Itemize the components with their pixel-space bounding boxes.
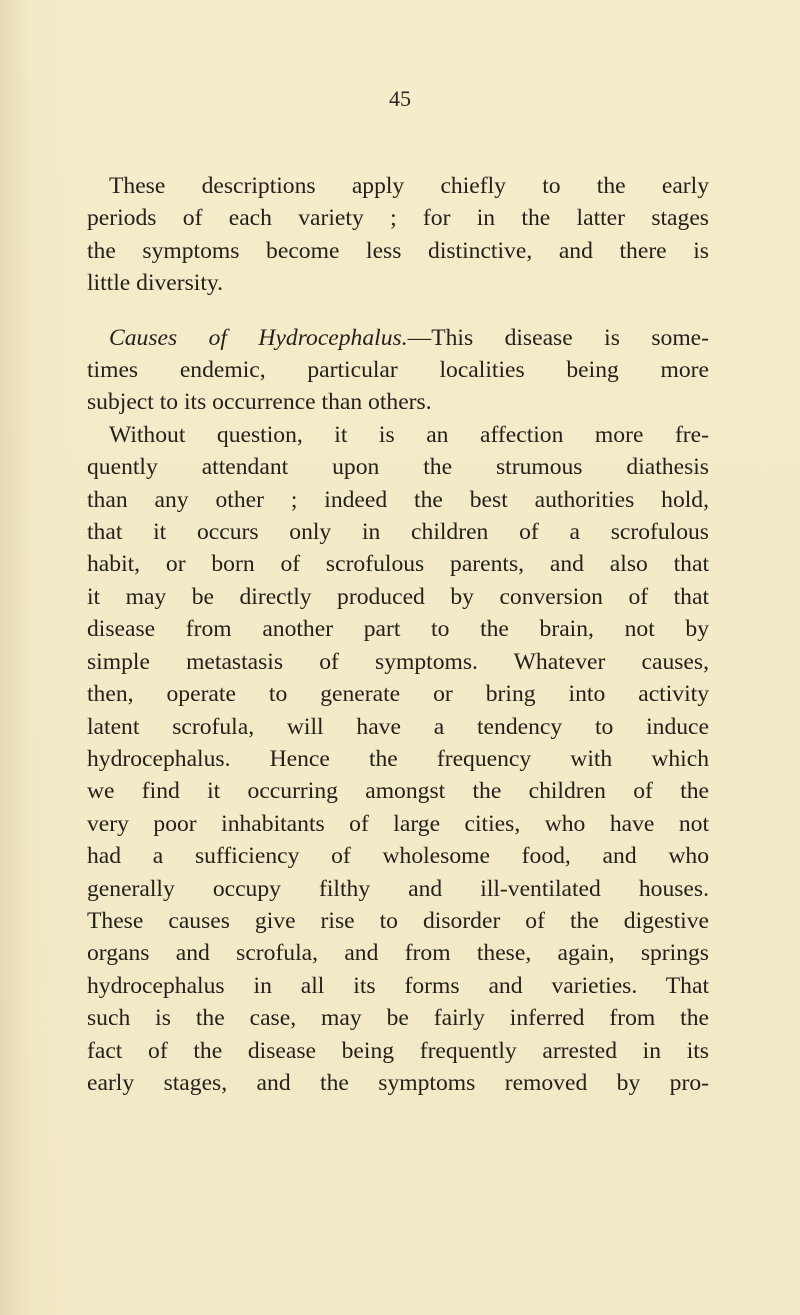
text-line: hydrocephalus. Hence the frequency with which bbox=[87, 745, 709, 772]
text-line: latent scrofula, will have a tendency to induce bbox=[87, 713, 709, 740]
text-line: Without question, it is an affection more fre- bbox=[109, 421, 709, 448]
text-line: times endemic, particular localities being more bbox=[87, 357, 709, 384]
text-line: disease from another part to the brain, not by bbox=[87, 616, 709, 643]
text-line: such is the case, may be fairly inferred from the bbox=[87, 1005, 709, 1032]
text-line: than any other ; indeed the best authorities hold, bbox=[87, 486, 709, 513]
text-line: generally occupy filthy and ill-ventilated houses. bbox=[87, 875, 709, 902]
text-span: —This disease is some- bbox=[407, 324, 709, 351]
page-number: 45 bbox=[389, 86, 411, 111]
text-line: organs and scrofula, and from these, again, springs bbox=[87, 940, 709, 967]
body-text bbox=[87, 170, 709, 1099]
text-line: fact of the disease being frequently arrested in its bbox=[87, 1037, 709, 1064]
text-line: periods of each variety ; for in the latter stages bbox=[87, 205, 709, 232]
section-heading: Causes of Hydrocephalus. bbox=[109, 324, 408, 351]
text-line: quently attendant upon the strumous diathesis bbox=[87, 454, 709, 481]
text-line: the symptoms become less distinctive, and there is bbox=[87, 237, 709, 264]
text-line: then, operate to generate or bring into activity bbox=[87, 681, 709, 708]
text-line: simple metastasis of symptoms. Whatever causes, bbox=[87, 648, 709, 675]
text-line: subject to its occurrence than others. bbox=[87, 389, 432, 416]
text-line: little diversity. bbox=[87, 270, 224, 297]
text-line: we find it occurring amongst the children of the bbox=[87, 778, 709, 805]
text-line: early stages, and the symptoms removed by pro- bbox=[87, 1069, 709, 1096]
text-line: These causes give rise to disorder of the digestive bbox=[87, 907, 709, 934]
section-heading-line bbox=[87, 322, 709, 354]
text-line: habit, or born of scrofulous parents, and also that bbox=[87, 551, 709, 578]
text-line: These descriptions apply chiefly to the early bbox=[109, 173, 709, 199]
text-line: that it occurs only in children of a scrofulous bbox=[87, 519, 709, 546]
text-line: had a sufficiency of wholesome food, and who bbox=[87, 843, 709, 870]
text-line: very poor inhabitants of large cities, who have not bbox=[87, 810, 709, 837]
text-line: hydrocephalus in all its forms and varieties. That bbox=[87, 972, 709, 999]
text-line: it may be directly produced by conversion of that bbox=[87, 583, 709, 610]
